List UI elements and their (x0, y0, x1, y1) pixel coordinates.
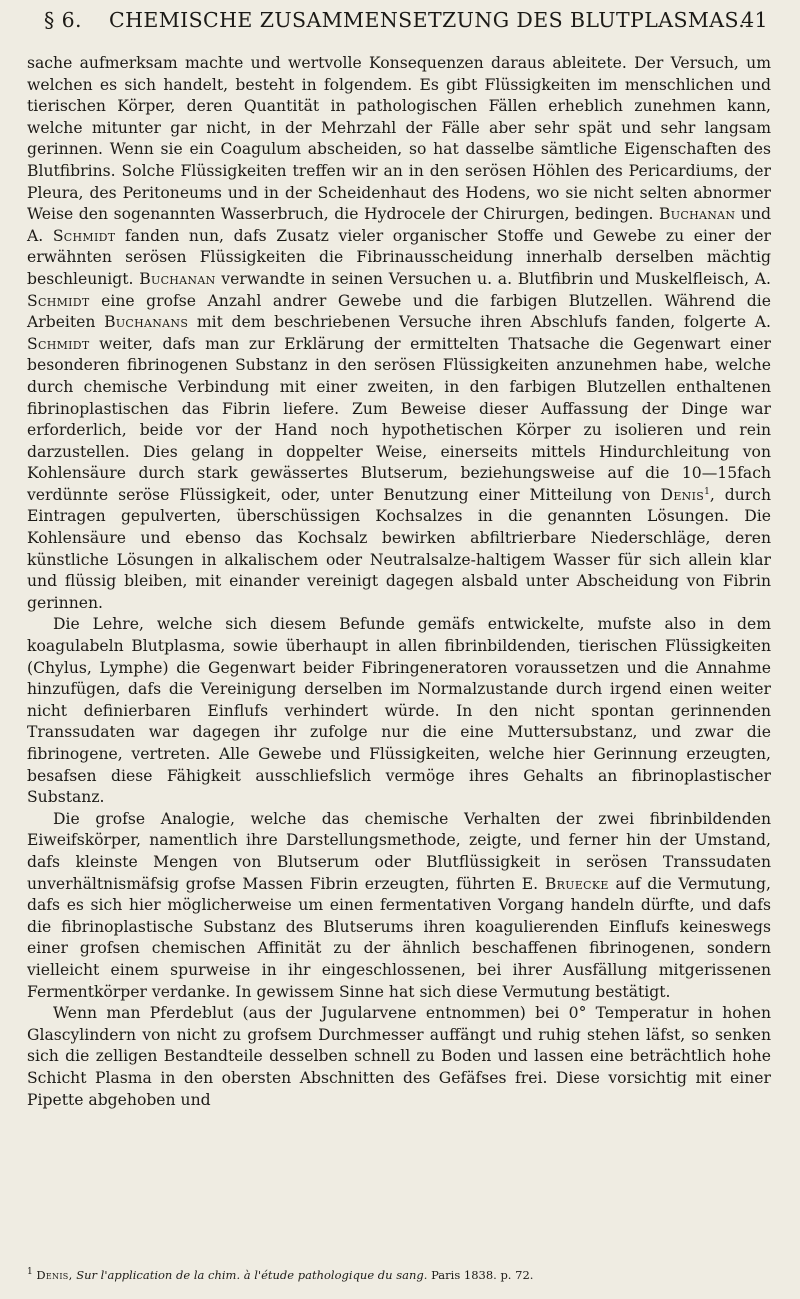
text-run: sache aufmerksam machte und wertvolle Konsequenzen daraus ableitete. Der Versuch, um welchen es sich handelt, besteht in folgendem. Es gibt Flüssigkeiten im menschlichen und tierischen Körper, deren Quantität in pathologischen Fällen erheblich zunehmen kann, welche mitunter gar nicht, in der Mehrzahl der Fälle aber sehr spät und sehr langsam gerinnen. Wenn sie ein Coagulum abscheiden, so hat dasselbe sämtliche Eigenschaften des Blutfibrins. Solche Flüssigkeiten treffen wir an in den serösen Höhlen des Pericardiums, der Pleura, des Peritoneums und in der Scheidenhaut des Hodens, wo sie nicht selten abnormer Weise den sogenannten Wasserbruch, die Hydrocele der Chirurgen, bedingen. (27, 54, 771, 224)
author-name: Schmidt (27, 291, 90, 310)
footnote-title: Sur l'application de la chim. à l'étude pathologique du sang. (76, 1268, 428, 1282)
author-name: Buchanans (104, 313, 189, 332)
text-run: und A. (27, 205, 771, 245)
footnote-citation: Paris 1838. p. 72. (431, 1268, 534, 1282)
text-run: , durch Eintragen gepulverten, überschüssigen Kochsalzes in die genannten Lösungen. Die Kohlensäure und ebenso das Kochsalz bewirken abfiltrierbare Niederschläge, deren künstliche Lösungen in alkalischem oder Neutralsalze-haltigem Wasser für sich allein klar und flüssig bleiben, mit einander vereinigt dagegen alsbald unter Abscheidung von Fibrin gerinnen. (27, 485, 772, 612)
text-run: weiter, dafs man zur Erklärung der ermittelten Thatsache die Gegenwart einer besonderen fibrinogenen Substanz in den serösen Flüssigkeiten anzunehmen habe, welche durch chemische Verbindung mit einer zweiten, in den farbigen Blutzellen enthaltenen fibrinoplastischen das Fibrin liefere. Zum Beweise dieser Auffassung der Dinge war erforderlich, beide vor der Hand noch hypothetischen Körper zu isolieren und rein darzustellen. Dies gelang in doppelter Weise, einerseits mittels Hindurchleitung von Kohlensäure durch stark gewässertes Blutserum, beziehungsweise auf die 10—15fach verdünnte seröse Flüssigkeit, oder, unter Benutzung einer Mitteilung von (27, 334, 771, 504)
author-name: Buchanan (139, 269, 216, 288)
paragraph-2: Die Lehre, welche sich diesem Befunde gemäfs entwickelte, mufste also in dem koagulabeln Blutplasma, sowie überhaupt in allen fibrinbildenden, tierischen Flüssigkeiten (Chylus, Lymphe) die Gegenwart beider Fibringeneratoren voraussetzen und die Annahme hinzufügen, dafs die Vereinigung derselben im Normalzustande durch irgend einen weiter nicht definierbaren Einflufs verhindert würde. In den nicht spontan gerinnenden Transsudaten war dagegen ihr zufolge nur die eine Muttersubstanz, und zwar die fibrinogene, vertreten. Alle Gewebe und Flüssigkeiten, welche hier Gerinnung erzeugten, besafsen diese Fähigkeit ausschliefslich vermöge ihres Gehalts an fibrinoplastischer Substanz. (27, 615, 771, 807)
running-title: CHEMISCHE ZUSAMMENSETZUNG DES BLUTPLASMAS. (109, 8, 746, 32)
paragraph-3 (27, 809, 771, 1003)
author-name: Bruecke (544, 874, 609, 893)
author-name: Buchanan (659, 205, 736, 224)
page-number: 41 (741, 8, 768, 32)
footnote-reference: 1 (704, 486, 710, 497)
footnote (27, 1268, 771, 1282)
author-name: Schmidt (52, 226, 116, 245)
footnote-mark: 1 (27, 1267, 33, 1278)
text-run: fanden nun, dafs Zusatz vieler organischer Stoffe und Gewebe zu einer der erwähnten serösen Flüssigkeiten die Fibrinausscheidung innerhalb derselben mächtig beschleunigt. (27, 226, 771, 288)
text-run: verwandte in seinen Versuchen u. a. Blutfibrin und Muskelfleisch, A. (215, 269, 771, 288)
footnote-author: Denis, (36, 1268, 73, 1282)
body-text (27, 53, 771, 1111)
author-name: Denis (660, 485, 705, 504)
text-run: mit dem beschriebenen Versuche ihren Abschlufs fanden, folgerte A. (188, 313, 771, 332)
text-run: eine grofse Anzahl andrer Gewebe und die farbigen Blutzellen. Während die Arbeiten (27, 291, 771, 332)
paragraph-1 (27, 53, 771, 614)
running-header (44, 2, 768, 42)
paragraph-4: Wenn man Pferdeblut (aus der Jugularvene entnommen) bei 0° Temperatur in hohen Glascylindern von nicht zu grofsem Durchmesser auffängt und ruhig stehen läfst, so senken sich die zelligen Bestandteile desselben schnell zu Boden und lassen eine beträchtlich hohe Schicht Plasma in den obersten Abschnitten des Gefäfses frei. Diese vorsichtig mit einer Pipette abgehoben und (27, 1004, 771, 1109)
text-run: Die grofse Analogie, welche das chemische Verhalten der zwei fibrinbildenden Eiweifskörper, namentlich ihre Darstellungsmethode, zeigte, und ferner hin der Umstand, dafs kleinste Mengen von Blutserum oder Blutflüssigkeit in serösen Transsudaten unverhältnismäfsig grofse Massen Fibrin erzeugten, führten E. (27, 809, 771, 893)
section-number: § 6. (44, 8, 82, 32)
text-run: auf die Vermutung, dafs es sich hier möglicherweise um einen fermentativen Vorgang handeln dürfte, und dafs die fibrinoplastische Substanz des Blutserums ihren koagulierenden Einflufs keineswegs einer grofsen chemischen Affinität zu der ähnlich beschaffenen fibrinogenen, sondern vielleicht einem spurweise in ihr eingeschlossenen, bei ihrer Ausfällung mitgerissenen Fermentkörper verdanke. In gewissem Sinne hat sich diese Vermutung bestätigt. (27, 874, 771, 1001)
author-name: Schmidt (27, 334, 90, 353)
